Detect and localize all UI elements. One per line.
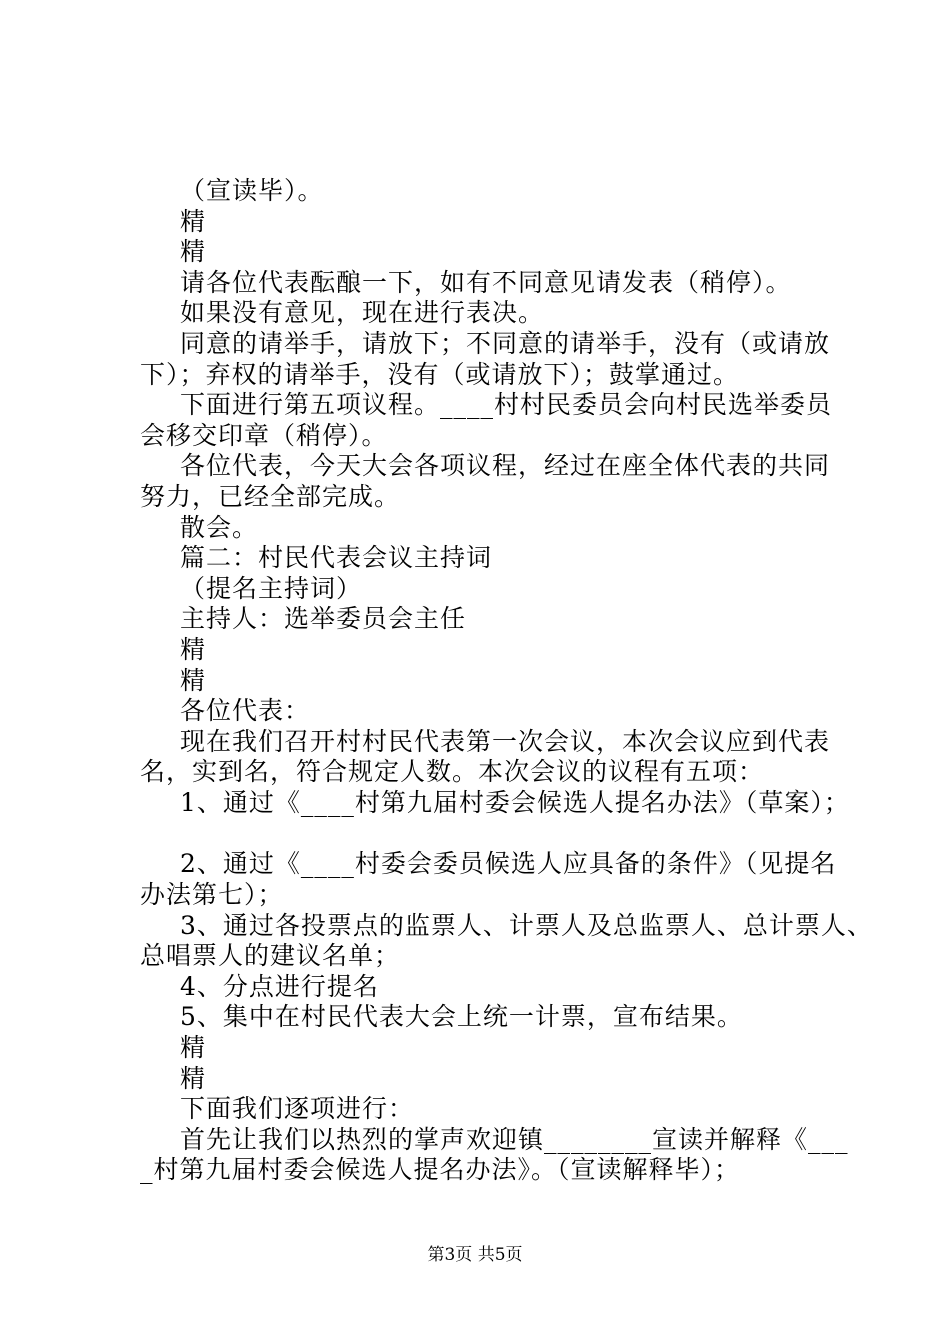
agenda-item: 3、通过各投票点的监票人、计票人及总监票人、总计票人、 bbox=[180, 910, 873, 940]
text-line: （提名主持词） bbox=[180, 573, 363, 603]
text-line: 请各位代表酝酿一下，如有不同意见请发表（稍停）。 bbox=[180, 267, 792, 297]
text-line: 精 bbox=[180, 237, 207, 267]
text-line: 精 bbox=[180, 206, 207, 236]
agenda-item: 5、集中在村民代表大会上统一计票，宣布结果。 bbox=[180, 1002, 743, 1032]
text-line: 首先让我们以热烈的掌声欢迎镇________宣读并解释《___ bbox=[180, 1124, 849, 1154]
text-line: 努力，已经全部完成。 bbox=[140, 481, 401, 511]
text-line: 会移交印章（稍停）。 bbox=[140, 420, 388, 450]
text-line: 如果没有意见，现在进行表决。 bbox=[180, 298, 545, 328]
text-line: 办法第七）； bbox=[140, 880, 284, 910]
document-body bbox=[140, 176, 873, 1186]
text-line: 精 bbox=[180, 1063, 207, 1093]
agenda-item: 1、通过《____村第九届村委会候选人提名办法》（草案）； bbox=[180, 787, 850, 817]
text-line: 现在我们召开村村民代表第一次会议，本次会议应到代表 bbox=[180, 726, 831, 756]
text-line: 各位代表： bbox=[180, 696, 311, 726]
text-line: 下面进行第五项议程。____村村民委员会向村民选举委员 bbox=[180, 390, 833, 420]
text-line: 各位代表，今天大会各项议程，经过在座全体代表的共同 bbox=[180, 451, 831, 481]
text-line: 精 bbox=[180, 1033, 207, 1063]
page-number-footer: 第3页 共5页 bbox=[427, 1245, 523, 1265]
text-line: 主持人：选举委员会主任 bbox=[180, 604, 467, 634]
text-line: 精 bbox=[180, 665, 207, 695]
text-line: 散会。 bbox=[180, 512, 259, 542]
text-line: 总唱票人的建议名单； bbox=[140, 941, 401, 971]
text-line: 名，实到名，符合规定人数。本次会议的议程有五项： bbox=[140, 757, 765, 787]
blank-gap bbox=[140, 818, 860, 849]
text-line: 下面我们逐项进行： bbox=[180, 1094, 415, 1124]
text-line: 精 bbox=[180, 634, 207, 664]
section-heading: 篇二：村民代表会议主持词 bbox=[180, 543, 493, 573]
text-line: 下）；弃权的请举手，没有（或请放下）；鼓掌通过。 bbox=[140, 359, 740, 389]
text-line: 同意的请举手，请放下；不同意的请举手，没有（或请放 bbox=[180, 328, 831, 358]
agenda-item: 2、通过《____村委会委员候选人应具备的条件》（见提名 bbox=[180, 849, 837, 879]
text-line: _村第九届村委会候选人提名办法》。（宣读解释毕）； bbox=[140, 1155, 741, 1185]
text-line: （宣读毕）。 bbox=[180, 176, 324, 205]
agenda-item: 4、分点进行提名 bbox=[180, 971, 379, 1001]
